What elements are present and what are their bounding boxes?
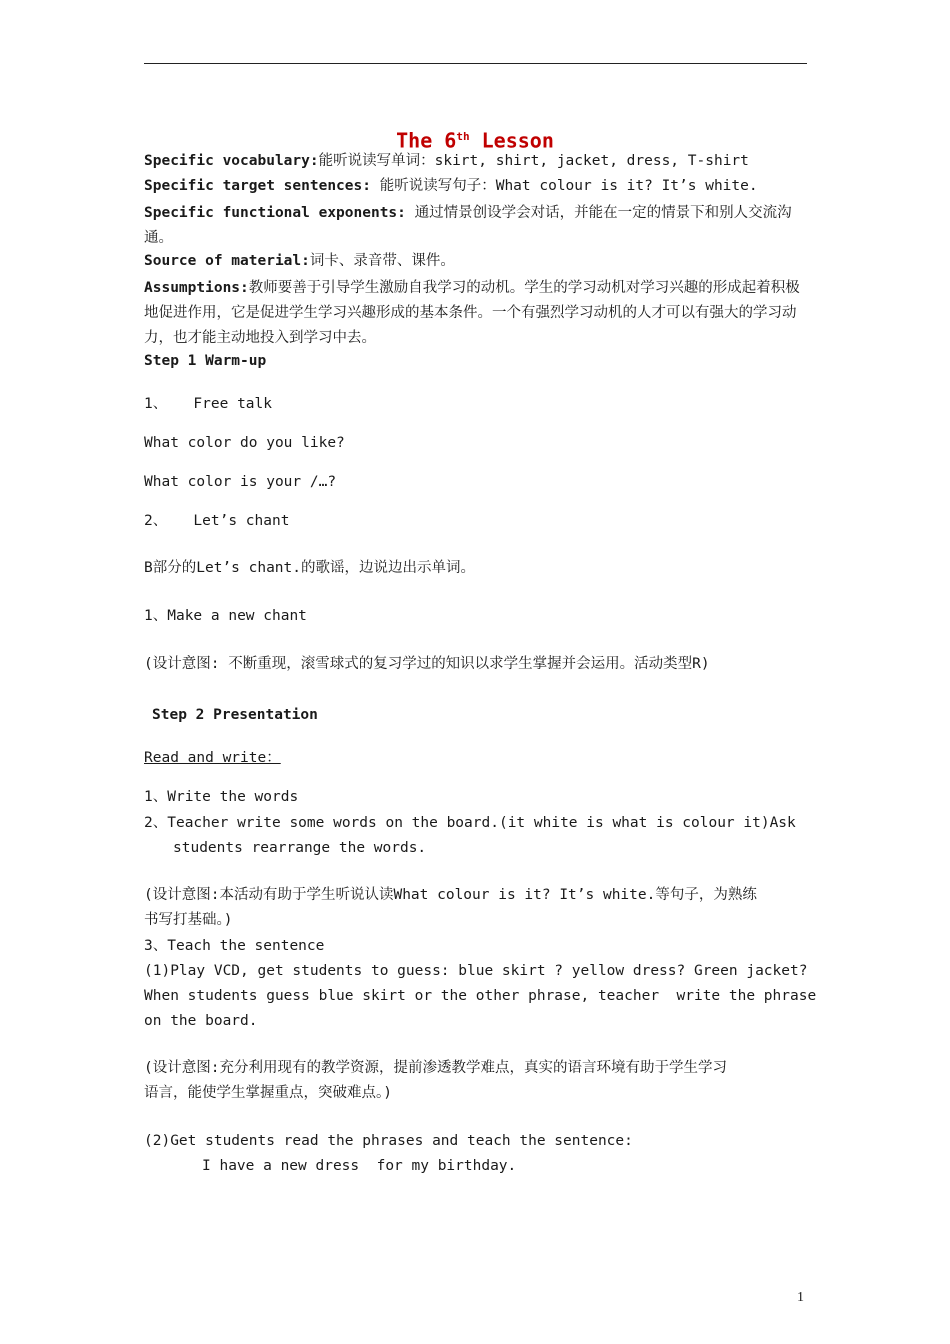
step1-item-free-talk: 1、 Free talk [144, 396, 272, 412]
step1-item-chant: 2、 Let’s chant [144, 513, 290, 529]
step2-play-vcd-2: When students guess blue skirt or the other phrase, teacher write the phrase [144, 988, 817, 1004]
step2-heading: Step 2 Presentation [152, 707, 318, 723]
step2-design-note-1a: (设计意图:本活动有助于学生听说认读What colour is it? It’s white.等句子，为熟练 [144, 887, 757, 903]
step2-design-note-1b: 书写打基础。) [144, 912, 233, 928]
step2-play-vcd-3: on the board. [144, 1013, 258, 1029]
step1-question-2: What color is your /…? [144, 474, 337, 490]
step2-example-sentence: I have a new dress for my birthday. [202, 1158, 517, 1174]
step2-read-phrases: (2)Get students read the phrases and teach the sentence: [144, 1133, 633, 1149]
step2-item-rearrange-2: students rearrange the words. [173, 840, 427, 856]
step2-play-vcd-1: (1)Play VCD, get students to guess: blue skirt ? yellow dress? Green jacket? [144, 963, 808, 979]
source-of-material: Source of material:词卡、录音带、课件。 [144, 253, 455, 269]
step1-question-1: What color do you like? [144, 435, 345, 451]
header-rule [144, 63, 807, 64]
step1-make-chant: 1、Make a new chant [144, 608, 307, 624]
specific-functional-exponents: Specific functional exponents: 通过情景创设学会对话，并能在一定的情景下和别人交流沟通。 [144, 205, 792, 246]
specific-vocabulary: Specific vocabulary:能听说读写单词：skirt, shirt, jacket, dress, T-shirt [144, 153, 749, 169]
step2-item-teach-sentence: 3、Teach the sentence [144, 938, 325, 954]
assumptions: Assumptions:教师要善于引导学生激励自我学习的动机。学生的学习动机对学习兴趣的形成起着积极地促进作用，它是促进学生学习兴趣形成的基本条件。一个有强烈学习动机的人才可以有强大的学习动力，也才能主动地投入到学习中去。 [144, 280, 800, 346]
lesson-title: The 6th Lesson [396, 128, 554, 153]
step1-chant-note: B部分的Let’s chant.的歌谣，边说边出示单词。 [144, 560, 475, 576]
page-number: 1 [797, 1290, 804, 1305]
step2-design-note-2a: (设计意图:充分利用现有的教学资源，提前渗透教学难点，真实的语言环境有助于学生学习 [144, 1060, 727, 1076]
step1-heading: Step 1 Warm-up [144, 353, 267, 369]
step2-item-rearrange-1: 2、Teacher write some words on the board.(it white is what is colour it)Ask [144, 815, 796, 831]
step2-item-write-words: 1、Write the words [144, 789, 299, 805]
step2-design-note-2b: 语言，能使学生掌握重点，突破难点。) [144, 1085, 392, 1101]
specific-target-sentences: Specific target sentences: 能听说读写句子：What colour is it? It’s white. [144, 178, 758, 194]
read-and-write-heading: Read and write： [144, 750, 281, 766]
step1-design-note: (设计意图: 不断重现，滚雪球式的复习学过的知识以求学生掌握并会运用。活动类型R) [144, 656, 710, 672]
